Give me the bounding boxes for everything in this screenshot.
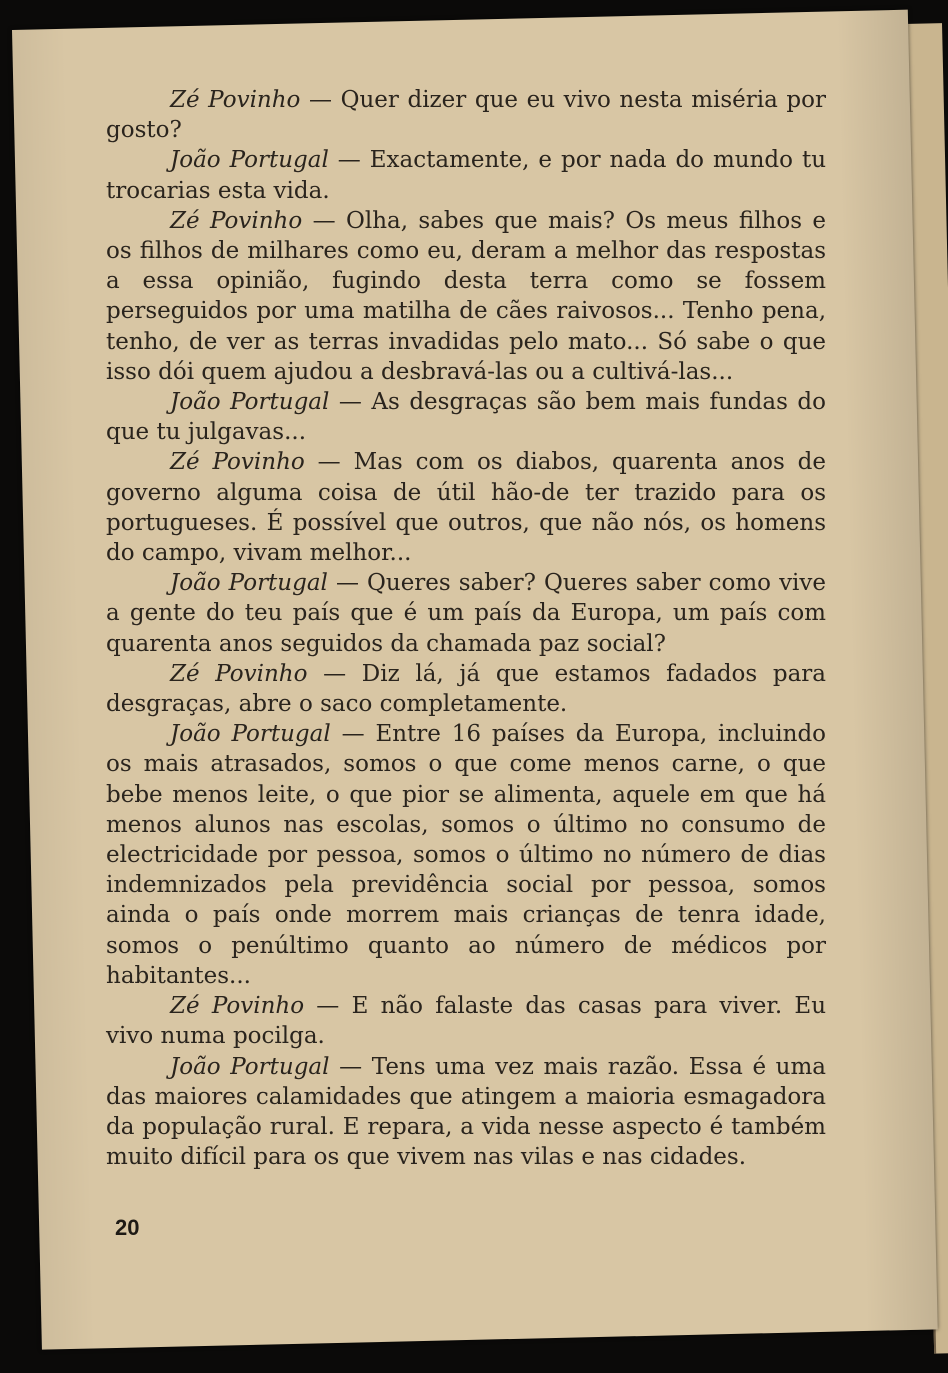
line-text: Quer dizer que eu vivo nesta miséria por gosto?	[106, 87, 826, 144]
speaker-name: João Portugal	[170, 1053, 330, 1080]
dialogue-line	[106, 991, 826, 1051]
speaker-name: João Portugal	[170, 570, 328, 597]
line-text: Queres saber? Queres saber como vive a gente do teu país que é um país da Europa, um país com quarenta anos seguidos da chamada paz social?	[106, 570, 827, 657]
dash-separator: —	[304, 993, 352, 1020]
speaker-name: Zé Povinho	[170, 660, 308, 687]
speaker-name: Zé Povinho	[170, 449, 305, 476]
dash-separator: —	[327, 570, 368, 597]
speaker-name: João Portugal	[170, 721, 331, 748]
line-text: E não falaste das casas para viver. Eu vivo numa pocilga.	[106, 993, 827, 1050]
line-text: Mas com os diabos, quarenta anos de governo alguma coisa de útil hão-de ter trazido para os portugueses. É possível que outros, que não nós, os homens do campo, vivam melhor...	[106, 449, 827, 567]
dash-separator: —	[329, 1053, 372, 1080]
dialogue-line	[106, 568, 826, 659]
speaker-name: Zé Povinho	[170, 87, 301, 113]
speaker-name: João Portugal	[170, 389, 330, 416]
dash-separator: —	[329, 389, 372, 416]
dialogue-text	[106, 85, 826, 1172]
line-text: Entre 16 países da Europa, incluindo os mais atrasados, somos o que come menos carne, o que bebe menos leite, o que pior se alimenta, aquele em que há menos alunos nas escolas, somos o último no consumo de electricidade por pessoa, somos o último no número de dias indemnizados pela previdência social por pessoa, somos ainda o país onde morrem mais crianças de tenra idade, somos o penúltimo quanto ao número de médicos por habitantes...	[106, 721, 827, 989]
speaker-name: João Portugal	[170, 147, 329, 174]
line-text: Olha, sabes que mais? Os meus filhos e os filhos de milhares como eu, deram a melhor das respostas a essa opinião, fugindo desta terra como se fossem perseguidos por uma matilha de cães raivosos... Tenho pena, tenho, de ver as terras invadidas pelo mato... Só sabe o que isso dói quem ajudou a desbravá-las ou a cultivá-las...	[106, 207, 827, 385]
dash-separator: —	[330, 721, 376, 748]
dash-separator: —	[300, 87, 341, 113]
dialogue-line	[106, 659, 826, 719]
line-text: Exactamente, e por nada do mundo tu trocarias esta vida.	[106, 147, 827, 204]
dialogue-line	[106, 206, 826, 387]
line-text: Diz lá, já que estamos fadados para desgraças, abre o saco completamente.	[106, 660, 826, 718]
speaker-name: Zé Povinho	[170, 993, 305, 1020]
dash-separator: —	[304, 449, 354, 476]
dialogue-line	[106, 145, 826, 205]
dialogue-line	[106, 447, 826, 568]
dialogue-line	[106, 85, 826, 145]
speaker-name: Zé Povinho	[170, 207, 303, 234]
dash-separator: —	[302, 207, 346, 234]
line-text: As desgraças são bem mais fundas do que tu julgavas...	[106, 389, 826, 446]
dialogue-line	[106, 387, 826, 447]
dash-separator: —	[328, 147, 370, 174]
line-text: Tens uma vez mais razão. Essa é uma das maiores calamidades que atingem a maioria esmagadora da população rural. E repara, a vida nesse aspecto é também muito difícil para os que vivem nas vilas e nas cidades.	[106, 1053, 827, 1171]
dialogue-line	[106, 1052, 826, 1173]
page-number: 20	[115, 1215, 140, 1240]
dialogue-line	[106, 719, 826, 991]
dash-separator: —	[307, 660, 362, 687]
